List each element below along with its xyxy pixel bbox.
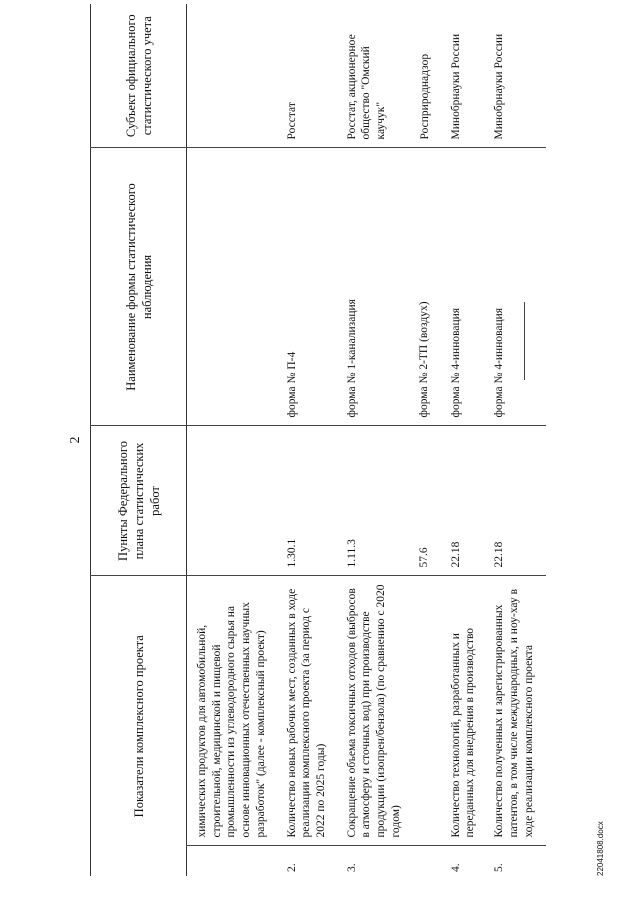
header-subject: Субъект официального статистического учета (91, 4, 187, 148)
row-number: 2. (285, 863, 298, 872)
header-indicators: Показатели комплексного проекта (131, 635, 146, 818)
row-number: 3. (345, 863, 358, 872)
subject-1: Росстат, акционерное общество "Омский каучук" (345, 34, 388, 140)
footnote-divider (524, 302, 525, 380)
row-number: 4. (449, 863, 462, 872)
row-subject: Минобрнауки России (437, 4, 482, 148)
row-plan-item (333, 426, 437, 576)
table-row (273, 4, 333, 876)
row-indicator: Количество технологий, разработанных и переданных для внедрения в производство (437, 576, 482, 846)
table-row (187, 4, 273, 876)
table-header-row (91, 4, 187, 876)
row-indicator: Количество полученных и зарегистрированных патентов, в том числе международных, и ноу-хау в ходе реализации комплексного проекта (482, 576, 546, 846)
continuation-text: химических продуктов для автомобильной, строительной, медицинской и пищевой промышленности из углеводородного сырья на основе инновационных отечественных научных разработок" (далее - комплексный проект) (187, 576, 273, 846)
row-plan-item: 1.30.1 (273, 426, 333, 576)
subject-2: Росприроднадзор (418, 53, 431, 140)
row-subject: Минобрнауки России (482, 4, 546, 148)
row-form: форма № 4-инновация (482, 148, 546, 426)
page-number: 2 (68, 436, 83, 444)
row-subject (333, 4, 437, 148)
table-row (437, 4, 482, 876)
form-1: форма № 1-канализация (345, 299, 358, 418)
row-form (333, 148, 437, 426)
table-row (482, 4, 546, 876)
file-tag: 22041808.docx (596, 821, 605, 876)
row-number: 5. (493, 863, 506, 872)
row-form: форма № П-4 (273, 148, 333, 426)
row-form: форма № 4-инновация (437, 148, 482, 426)
form-2: форма № 2-ТП (воздух) (418, 301, 431, 418)
row-subject: Росстат (273, 4, 333, 148)
row-plan-item: 22.18 (437, 426, 482, 576)
row-indicator: Сокращение объема токсичных отходов (выбросов в атмосферу и сточных вод) при производстве продукции (изопрен/бензола) (по сравнению с 2020 годом) (333, 576, 437, 846)
row-indicator: Количество новых рабочих мест, созданных в ходе реализации комплексного проекта (за период с 2022 по 2025 годы) (273, 576, 333, 846)
header-form-name: Наименование формы статистического наблюдения (91, 148, 187, 426)
header-plan-items: Пункты Федерального плана статистических работ (91, 426, 187, 576)
document-page (56, 0, 616, 880)
plan-item-2: 57.6 (418, 547, 431, 568)
plan-item-1: 1.11.3 (345, 539, 358, 568)
table-row (333, 4, 437, 876)
statistics-table (90, 4, 546, 876)
row-plan-item: 22.18 (482, 426, 546, 576)
